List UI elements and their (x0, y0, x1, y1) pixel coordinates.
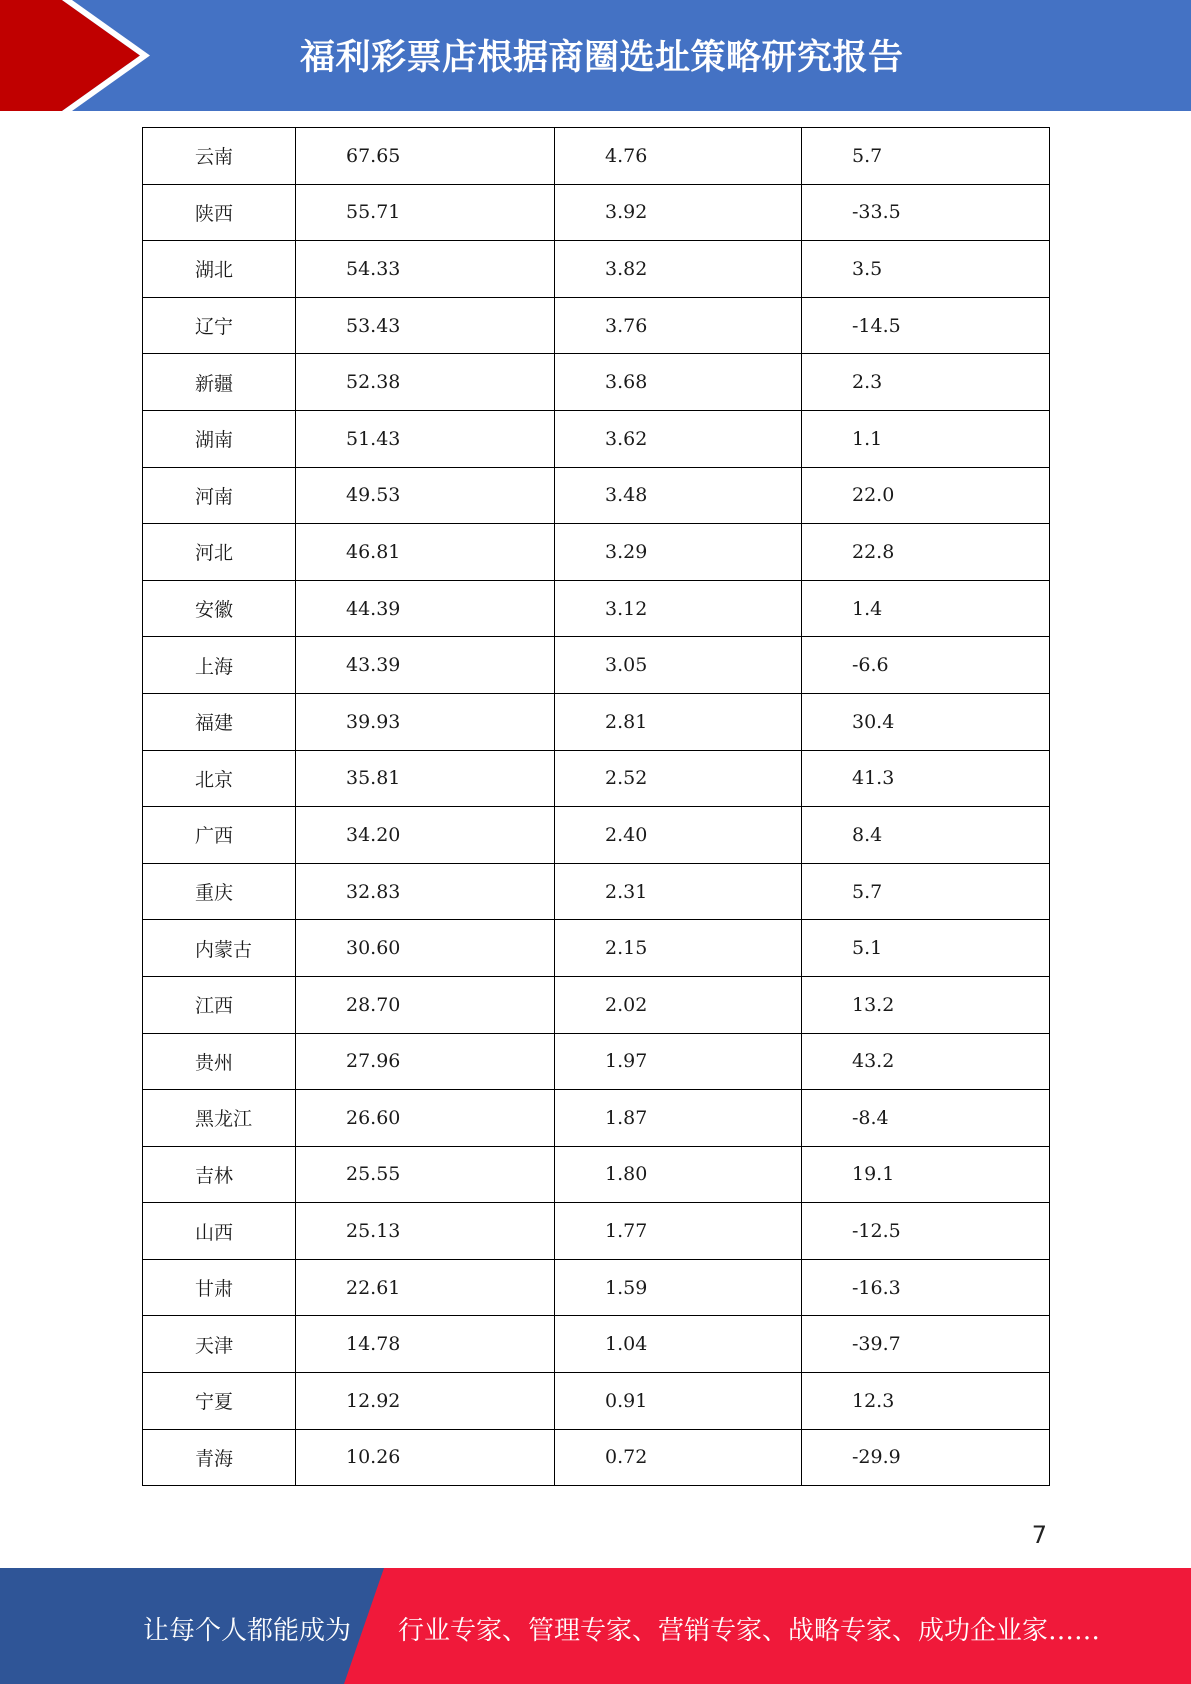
growth-cell: 1.4 (802, 580, 1050, 637)
share-cell: 3.48 (555, 467, 802, 524)
table-row (143, 863, 1050, 920)
table-row (143, 1090, 1050, 1147)
province-cell: 陕西 (143, 184, 296, 241)
growth-cell: 19.1 (802, 1146, 1050, 1203)
table-row (143, 241, 1050, 298)
share-cell: 2.02 (555, 976, 802, 1033)
share-cell: 1.87 (555, 1090, 802, 1147)
province-cell: 辽宁 (143, 297, 296, 354)
table-row (143, 354, 1050, 411)
share-cell: 1.80 (555, 1146, 802, 1203)
table-row (143, 637, 1050, 694)
report-title: 福利彩票店根据商圈选址策略研究报告 (300, 38, 904, 78)
table-row (143, 1316, 1050, 1373)
value-cell: 34.20 (296, 807, 555, 864)
table-row (143, 580, 1050, 637)
share-cell: 3.68 (555, 354, 802, 411)
table-row (143, 807, 1050, 864)
province-cell: 北京 (143, 750, 296, 807)
province-cell: 湖北 (143, 241, 296, 298)
table-row (143, 1203, 1050, 1260)
growth-cell: 22.8 (802, 524, 1050, 581)
province-cell: 山西 (143, 1203, 296, 1260)
value-cell: 35.81 (296, 750, 555, 807)
share-cell: 4.76 (555, 128, 802, 185)
growth-cell: -16.3 (802, 1259, 1050, 1316)
share-cell: 2.81 (555, 693, 802, 750)
value-cell: 53.43 (296, 297, 555, 354)
share-cell: 2.31 (555, 863, 802, 920)
table-row (143, 920, 1050, 977)
growth-cell: -39.7 (802, 1316, 1050, 1373)
value-cell: 39.93 (296, 693, 555, 750)
table-row (143, 750, 1050, 807)
share-cell: 0.72 (555, 1429, 802, 1486)
province-cell: 黑龙江 (143, 1090, 296, 1147)
growth-cell: 8.4 (802, 807, 1050, 864)
value-cell: 25.55 (296, 1146, 555, 1203)
value-cell: 32.83 (296, 863, 555, 920)
value-cell: 14.78 (296, 1316, 555, 1373)
footer-slogan-left: 让每个人都能成为 (143, 1616, 352, 1646)
share-cell: 2.40 (555, 807, 802, 864)
value-cell: 54.33 (296, 241, 555, 298)
table-row (143, 410, 1050, 467)
growth-cell: -14.5 (802, 297, 1050, 354)
province-cell: 新疆 (143, 354, 296, 411)
table-row (143, 1033, 1050, 1090)
value-cell: 49.53 (296, 467, 555, 524)
table-row (143, 524, 1050, 581)
share-cell: 3.92 (555, 184, 802, 241)
table-row (143, 976, 1050, 1033)
value-cell: 55.71 (296, 184, 555, 241)
value-cell: 26.60 (296, 1090, 555, 1147)
growth-cell: 2.3 (802, 354, 1050, 411)
share-cell: 1.97 (555, 1033, 802, 1090)
header-arrow-decoration (0, 0, 160, 111)
province-cell: 宁夏 (143, 1373, 296, 1430)
growth-cell: -33.5 (802, 184, 1050, 241)
province-cell: 重庆 (143, 863, 296, 920)
growth-cell: 30.4 (802, 693, 1050, 750)
table-row (143, 184, 1050, 241)
growth-cell: 5.1 (802, 920, 1050, 977)
province-cell: 贵州 (143, 1033, 296, 1090)
province-cell: 内蒙古 (143, 920, 296, 977)
growth-cell: 22.0 (802, 467, 1050, 524)
share-cell: 1.77 (555, 1203, 802, 1260)
share-cell: 3.76 (555, 297, 802, 354)
value-cell: 52.38 (296, 354, 555, 411)
province-cell: 安徽 (143, 580, 296, 637)
value-cell: 30.60 (296, 920, 555, 977)
province-cell: 河南 (143, 467, 296, 524)
value-cell: 22.61 (296, 1259, 555, 1316)
value-cell: 44.39 (296, 580, 555, 637)
share-cell: 1.59 (555, 1259, 802, 1316)
share-cell: 3.12 (555, 580, 802, 637)
footer-slogan-right: 行业专家、管理专家、营销专家、战略专家、成功企业家…… (398, 1616, 1101, 1646)
province-cell: 湖南 (143, 410, 296, 467)
table-row (143, 693, 1050, 750)
growth-cell: -8.4 (802, 1090, 1050, 1147)
province-cell: 云南 (143, 128, 296, 185)
page-header (0, 0, 1191, 111)
province-cell: 福建 (143, 693, 296, 750)
growth-cell: 1.1 (802, 410, 1050, 467)
table-row (143, 1373, 1050, 1430)
value-cell: 43.39 (296, 637, 555, 694)
value-cell: 51.43 (296, 410, 555, 467)
growth-cell: -6.6 (802, 637, 1050, 694)
value-cell: 10.26 (296, 1429, 555, 1486)
province-cell: 甘肃 (143, 1259, 296, 1316)
growth-cell: 5.7 (802, 863, 1050, 920)
province-cell: 广西 (143, 807, 296, 864)
growth-cell: 13.2 (802, 976, 1050, 1033)
share-cell: 3.62 (555, 410, 802, 467)
table-row (143, 297, 1050, 354)
page-footer (0, 1568, 1191, 1684)
province-cell: 天津 (143, 1316, 296, 1373)
growth-cell: 43.2 (802, 1033, 1050, 1090)
page-number: 7 (1031, 1521, 1047, 1549)
growth-cell: 5.7 (802, 128, 1050, 185)
growth-cell: 3.5 (802, 241, 1050, 298)
value-cell: 28.70 (296, 976, 555, 1033)
growth-cell: -12.5 (802, 1203, 1050, 1260)
growth-cell: 41.3 (802, 750, 1050, 807)
growth-cell: 12.3 (802, 1373, 1050, 1430)
province-cell: 上海 (143, 637, 296, 694)
share-cell: 3.05 (555, 637, 802, 694)
value-cell: 67.65 (296, 128, 555, 185)
share-cell: 2.15 (555, 920, 802, 977)
province-cell: 青海 (143, 1429, 296, 1486)
table-row (143, 1146, 1050, 1203)
share-cell: 0.91 (555, 1373, 802, 1430)
share-cell: 3.82 (555, 241, 802, 298)
share-cell: 3.29 (555, 524, 802, 581)
table-row (143, 1429, 1050, 1486)
table-row (143, 128, 1050, 185)
table-row (143, 467, 1050, 524)
table-body (143, 128, 1050, 1486)
growth-cell: -29.9 (802, 1429, 1050, 1486)
province-cell: 江西 (143, 976, 296, 1033)
value-cell: 46.81 (296, 524, 555, 581)
province-cell: 河北 (143, 524, 296, 581)
province-data-table (142, 127, 1050, 1486)
value-cell: 25.13 (296, 1203, 555, 1260)
share-cell: 1.04 (555, 1316, 802, 1373)
province-cell: 吉林 (143, 1146, 296, 1203)
value-cell: 12.92 (296, 1373, 555, 1430)
data-table-container (142, 127, 1050, 1486)
value-cell: 27.96 (296, 1033, 555, 1090)
table-row (143, 1259, 1050, 1316)
share-cell: 2.52 (555, 750, 802, 807)
